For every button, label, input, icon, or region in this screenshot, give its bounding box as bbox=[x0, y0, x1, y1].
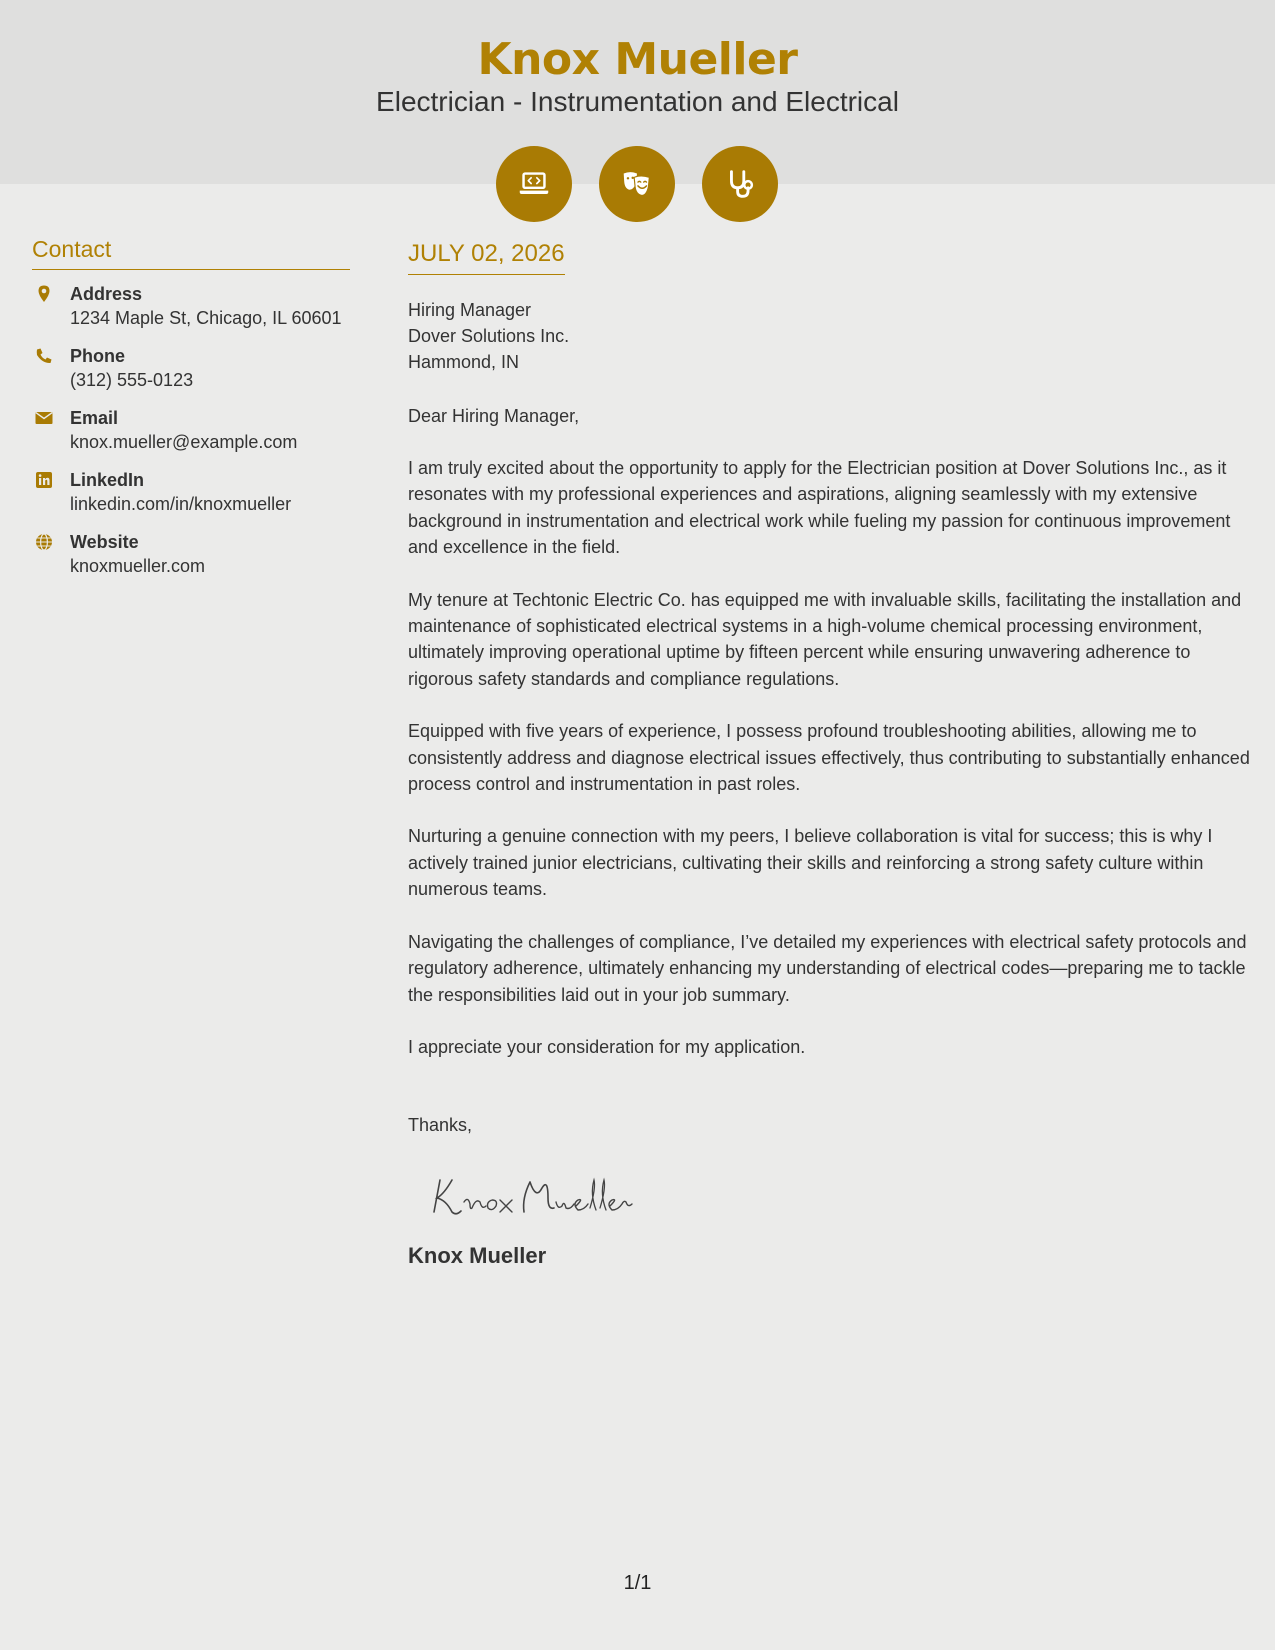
laptop-code-icon bbox=[496, 146, 572, 222]
recipient-line: Hiring Manager bbox=[408, 300, 532, 320]
contact-heading: Contact bbox=[32, 236, 350, 270]
contact-value: (312) 555-0123 bbox=[70, 370, 194, 390]
contact-address bbox=[32, 282, 350, 330]
contact-phone bbox=[32, 344, 350, 392]
contact-value: linkedin.com/in/knoxmueller bbox=[70, 494, 292, 514]
map-pin-icon bbox=[34, 284, 54, 304]
contact-label: LinkedIn bbox=[70, 470, 145, 490]
contact-label: Address bbox=[70, 284, 143, 304]
globe-icon bbox=[34, 532, 54, 552]
contact-label: Phone bbox=[70, 346, 126, 366]
closing: Thanks, bbox=[408, 1115, 473, 1136]
stethoscope-icon bbox=[702, 146, 778, 222]
signed-name: Knox Mueller bbox=[408, 1243, 547, 1269]
badge-row bbox=[0, 146, 1275, 222]
contact-label: Website bbox=[70, 532, 139, 552]
contact-value: 1234 Maple St, Chicago, IL 60601 bbox=[70, 308, 342, 328]
contact-linkedin bbox=[32, 468, 350, 516]
letter-paragraph: My tenure at Techtonic Electric Co. has equipped me with invaluable skills, facilitating the installation and maintenance of sophisticated electrical systems in a high-volume chemical processing environment, ultimately improving operational uptime by fifteen percent while ensuring unwavering adherence to rigorous safety standards and compliance regulations. bbox=[408, 589, 1242, 689]
recipient-block bbox=[408, 297, 1253, 375]
letter-body bbox=[408, 240, 1253, 1269]
contact-sidebar bbox=[32, 236, 350, 592]
recipient-line: Hammond, IN bbox=[408, 352, 520, 372]
recipient-line: Dover Solutions Inc. bbox=[408, 326, 570, 346]
contact-email bbox=[32, 406, 350, 454]
salutation: Dear Hiring Manager, bbox=[408, 406, 580, 426]
letter-paragraph: I am truly excited about the opportunity to apply for the Electrician position at Dover Solutions Inc., as it resonates with my professional experiences and aspirations, aligning seamlessly with my extensive background in instrumentation and electrical work while fueling my passion for continuous improvement and excellence in the field. bbox=[408, 458, 1231, 558]
letter-paragraph: Nurturing a genuine connection with my peers, I believe collaboration is vital for success; this is why I actively trained junior electricians, cultivating their skills and reinforcing a strong safety culture within numerous teams. bbox=[408, 826, 1213, 900]
linkedin-icon bbox=[34, 470, 54, 490]
handwritten-signature bbox=[426, 1158, 666, 1228]
envelope-icon bbox=[34, 408, 54, 428]
letter-paragraph: Equipped with five years of experience, I possess profound troubleshooting abilities, allowing me to consistently address and diagnose electrical issues effectively, thus contributing to substantially enhanced process control and instrumentation in past roles. bbox=[408, 721, 1250, 795]
letter-paragraph: I appreciate your consideration for my application. bbox=[408, 1036, 806, 1057]
letter-date: JULY 02, 2026 bbox=[408, 240, 565, 275]
contact-label: Email bbox=[70, 408, 119, 428]
page-number: 1/1 bbox=[623, 1572, 652, 1594]
candidate-name: Knox Mueller bbox=[477, 34, 798, 85]
letter-paragraph: Navigating the challenges of compliance, I’ve detailed my experiences with electrical safety protocols and regulatory adherence, ultimately enhancing my understanding of electrical codes—preparing me to tackle the responsibilities laid out in your job summary. bbox=[408, 931, 1247, 1005]
theater-masks-icon bbox=[599, 146, 675, 222]
contact-website bbox=[32, 530, 350, 578]
contact-value: knox.mueller@example.com bbox=[70, 432, 298, 452]
job-title: Electrician - Instrumentation and Electrical bbox=[376, 86, 899, 117]
phone-icon bbox=[34, 346, 54, 366]
contact-value: knoxmueller.com bbox=[70, 556, 206, 576]
